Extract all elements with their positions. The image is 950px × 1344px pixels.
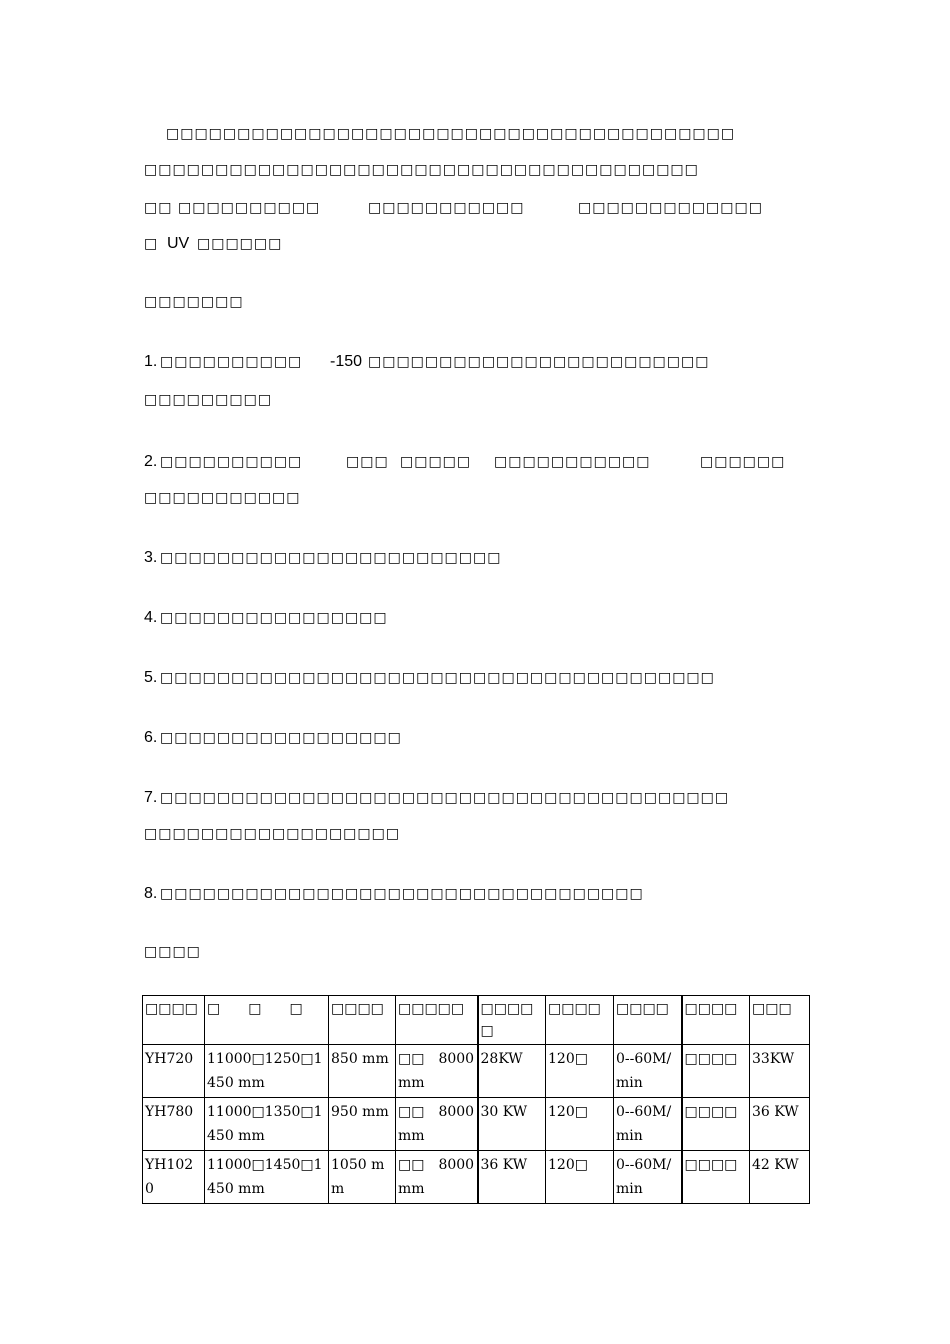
table-cell: 11000□1350□1450 mm (205, 1098, 329, 1151)
feature-7-continuation: □□□□□□□□□□□□□□□□□□ (144, 826, 401, 842)
feature-3-text: □□□□□□□□□□□□□□□□□□□□□□□□ (160, 550, 502, 566)
feature-1-text-c: □□□□□□□□□□□□□□□□□□□□□□□□ (368, 354, 710, 370)
table-cell: 33KW (750, 1045, 810, 1098)
table-cell: 36 KW (478, 1151, 546, 1204)
intro-line-3d: □□□□□□□□□□□□□ (578, 200, 763, 216)
table-cell: 28KW (478, 1045, 546, 1098)
table-cell: 11000□1250□1450 mm (205, 1045, 329, 1098)
table-cell: 850 mm (329, 1045, 396, 1098)
table-cell: 1050 mm (329, 1151, 396, 1204)
feature-1-number: 1. (144, 353, 158, 370)
feature-5-number: 5. (144, 669, 158, 686)
table-cell: 950 mm (329, 1098, 396, 1151)
feature-8-text: □□□□□□□□□□□□□□□□□□□□□□□□□□□□□□□□□□ (160, 886, 644, 902)
table-cell: 0--60M/min (614, 1151, 682, 1204)
table-cell: □□□□ (682, 1151, 750, 1204)
feature-4-number: 4. (144, 609, 158, 626)
feature-1-value: -150 (330, 353, 363, 370)
feature-4-text: □□□□□□□□□□□□□□□□ (160, 610, 388, 626)
feature-2-text-b: □□□ (346, 454, 389, 470)
feature-3-number: 3. (144, 549, 158, 566)
table-cell: □□ 8000mm (396, 1045, 478, 1098)
table-cell: YH720 (143, 1045, 205, 1098)
features-heading: □□□□□□□ (144, 294, 244, 310)
table-row (143, 1045, 810, 1098)
table-cell: 120□ (546, 1045, 614, 1098)
spec-table (142, 995, 810, 1204)
table-cell: □□ 8000mm (396, 1098, 478, 1151)
table-cell: □□□□ (682, 1098, 750, 1151)
header-cell: □□□ (750, 996, 810, 1045)
header-cell: □□□□□ (396, 996, 478, 1045)
table-cell: YH780 (143, 1098, 205, 1151)
table-cell: 30 KW (478, 1098, 546, 1151)
feature-6-text: □□□□□□□□□□□□□□□□□ (160, 730, 402, 746)
intro-line-3c: □□□□□□□□□□□ (368, 200, 525, 216)
feature-2-number: 2. (144, 453, 158, 470)
table-heading: □□□□ (144, 944, 201, 960)
table-row (143, 1151, 810, 1204)
table-cell: 42 KW (750, 1151, 810, 1204)
table-cell: 120□ (546, 1098, 614, 1151)
intro-line-4b: □□□□□□ (197, 236, 283, 252)
header-cell: □□□□ (614, 996, 682, 1045)
feature-2-text-c: □□□□□ (400, 454, 472, 470)
feature-2-text-e: □□□□□□ (700, 454, 786, 470)
intro-line-2: □□□□□□□□□□□□□□□□□□□□□□□□□□□□□□□□□□□□□□□ (144, 162, 699, 178)
feature-7-number: 7. (144, 789, 158, 806)
feature-2-continuation: □□□□□□□□□□□ (144, 490, 301, 506)
feature-8-number: 8. (144, 885, 158, 902)
table-header-row (143, 996, 810, 1045)
table-row (143, 1098, 810, 1151)
feature-6-number: 6. (144, 729, 158, 746)
header-cell: □□□□ (682, 996, 750, 1045)
table-cell: □□□□ (682, 1045, 750, 1098)
feature-2-text-a: □□□□□□□□□□ (160, 454, 303, 470)
table-cell: 120□ (546, 1151, 614, 1204)
feature-5-text: □□□□□□□□□□□□□□□□□□□□□□□□□□□□□□□□□□□□□□□ (160, 670, 715, 686)
feature-1-text-a: □□□□□□□□□□ (160, 354, 303, 370)
table-cell: 36 KW (750, 1098, 810, 1151)
table-cell: 11000□1450□1450 mm (205, 1151, 329, 1204)
intro-line-4a: □ (144, 236, 159, 252)
table-cell: □□ 8000mm (396, 1151, 478, 1204)
table-cell: 0--60M/min (614, 1045, 682, 1098)
table-cell: YH1020 (143, 1151, 205, 1204)
header-cell: □ □ □ (205, 996, 329, 1045)
intro-line-1: □□□□□□□□□□□□□□□□□□□□□□□□□□□□□□□□□□□□□□□□ (166, 126, 736, 142)
intro-line-3a: □□ (144, 200, 173, 216)
feature-1-continuation: □□□□□□□□□ (144, 392, 273, 408)
table-cell: 0--60M/min (614, 1098, 682, 1151)
feature-2-text-d: □□□□□□□□□□□ (494, 454, 651, 470)
header-cell: □□□□ (329, 996, 396, 1045)
feature-7-text: □□□□□□□□□□□□□□□□□□□□□□□□□□□□□□□□□□□□□□□□ (160, 790, 730, 806)
header-cell: □□□□ (546, 996, 614, 1045)
intro-uv: UV (167, 235, 190, 252)
header-cell: □□□□□ (478, 996, 546, 1045)
header-cell: □□□□ (143, 996, 205, 1045)
intro-line-3b: □□□□□□□□□□ (178, 200, 321, 216)
